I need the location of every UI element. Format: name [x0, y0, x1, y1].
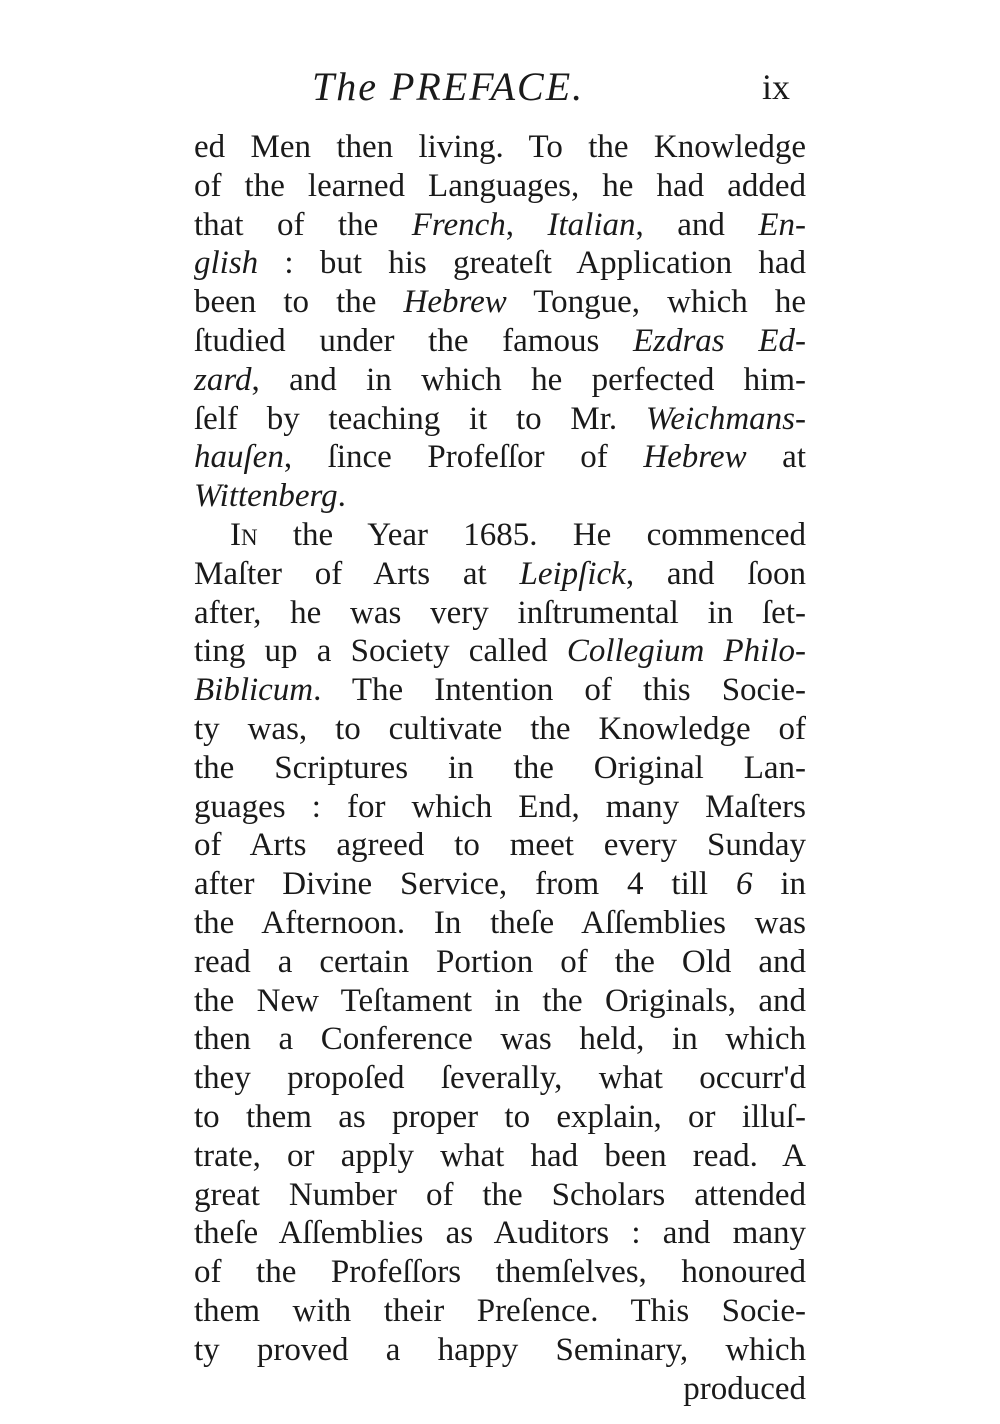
- text-segment: ting up a Society called: [194, 633, 567, 670]
- text-segment: to them as proper to explain, or illuſ-: [194, 1098, 806, 1135]
- text-line: [194, 1292, 806, 1331]
- text-line: [194, 1176, 806, 1215]
- text-line: [194, 1098, 806, 1137]
- text-line: [194, 361, 806, 400]
- text-segment: the Afternoon. In theſe Aſſemblies was: [194, 904, 806, 941]
- italic-text: Wittenberg: [194, 478, 338, 515]
- small-caps-text: In: [230, 516, 258, 553]
- text-segment: : but his greateſt Application had: [258, 245, 806, 282]
- text-line: [194, 594, 806, 633]
- text-line: [194, 516, 806, 555]
- text-line: [194, 1020, 806, 1059]
- italic-text: Weichmans-: [645, 400, 806, 437]
- text-segment: ſtudied under the famous: [194, 322, 633, 359]
- text-segment: Tongue, which he: [506, 284, 806, 321]
- text-line: [194, 206, 806, 245]
- text-segment: been to the: [194, 284, 404, 321]
- text-line: [194, 1137, 806, 1176]
- text-line: [194, 671, 806, 710]
- text-segment: after, he was very inſtrumental in ſet-: [194, 594, 806, 631]
- text-segment: , and ſoon: [625, 555, 806, 592]
- text-segment: , and: [635, 206, 759, 243]
- text-segment: great Number of the Scholars attended: [194, 1176, 806, 1213]
- text-line: [194, 438, 806, 477]
- italic-text: hauſen: [194, 439, 284, 476]
- text-segment: guages : for which End, many Maſters: [194, 788, 806, 825]
- text-line: [194, 865, 806, 904]
- text-segment: then a Conference was held, in which: [194, 1021, 806, 1058]
- text-segment: ,: [505, 206, 548, 243]
- text-segment: the Scriptures in the Original Lan-: [194, 749, 806, 786]
- text-line: [194, 477, 806, 516]
- text-segment: , ſince Profeſſor of: [283, 439, 644, 476]
- text-line: [194, 283, 806, 322]
- italic-text: 6: [735, 866, 753, 903]
- text-segment: after Divine Service, from 4 till: [194, 866, 736, 903]
- text-segment: the Year 1685. He commenced: [257, 516, 806, 553]
- text-segment: Maſter of Arts at: [194, 555, 520, 592]
- text-line: [194, 1370, 806, 1409]
- text-line: [194, 982, 806, 1021]
- text-segment: them with their Preſence. This Socie-: [194, 1292, 806, 1329]
- body-text: [194, 128, 806, 1408]
- italic-text: En-: [758, 206, 806, 243]
- text-segment: of the learned Languages, he had added: [194, 167, 806, 204]
- text-line: [194, 749, 806, 788]
- italic-text: Italian: [547, 206, 636, 243]
- text-segment: they propoſed ſeverally, what occurr'd: [194, 1060, 806, 1097]
- running-head: [0, 62, 1000, 112]
- italic-text: Collegium Philo-: [566, 633, 807, 670]
- text-segment: the New Teſtament in the Originals, and: [194, 982, 806, 1019]
- italic-text: zard: [194, 361, 252, 398]
- text-segment: in: [752, 866, 807, 903]
- text-segment: theſe Aſſemblies as Auditors : and many: [194, 1215, 806, 1252]
- italic-text: French: [411, 206, 506, 243]
- text-line: [194, 322, 806, 361]
- text-segment: .: [337, 478, 346, 515]
- running-title: The PREFACE.: [312, 64, 585, 109]
- text-line: [194, 788, 806, 827]
- italic-text: Biblicum: [194, 672, 314, 709]
- text-segment: ed Men then living. To the Knowledge: [194, 129, 806, 165]
- text-segment: at: [746, 439, 806, 476]
- text-line: [194, 1214, 806, 1253]
- italic-text: glish: [194, 245, 259, 282]
- text-segment: ty was, to cultivate the Knowledge of: [194, 710, 806, 747]
- text-line: [194, 128, 806, 167]
- text-line: [194, 904, 806, 943]
- text-line: [194, 244, 806, 283]
- text-line: [194, 632, 806, 671]
- text-segment: ty proved a happy Seminary, which: [194, 1331, 806, 1368]
- italic-text: Ezdras Ed-: [632, 322, 806, 359]
- text-segment: read a certain Portion of the Old and: [194, 943, 806, 980]
- text-line: [194, 1253, 806, 1292]
- text-segment: that of the: [194, 206, 412, 243]
- text-segment: , and in which he perfected him-: [251, 361, 806, 398]
- text-line: [194, 943, 806, 982]
- text-line: [194, 400, 806, 439]
- text-line: [194, 555, 806, 594]
- page-number: ix: [762, 67, 791, 107]
- text-segment: of the Profeſſors themſelves, honoured: [194, 1254, 806, 1291]
- text-segment: . The Intention of this Socie-: [313, 672, 806, 709]
- text-line: [194, 826, 806, 865]
- text-line: [194, 1331, 806, 1370]
- italic-text: Hebrew: [643, 439, 747, 476]
- text-segment: ſelf by teaching it to Mr.: [194, 400, 646, 437]
- italic-text: Leipſick: [519, 555, 626, 592]
- text-segment: produced: [683, 1370, 806, 1407]
- text-segment: trate, or apply what had been read. A: [194, 1137, 806, 1174]
- text-line: [194, 167, 806, 206]
- text-line: [194, 710, 806, 749]
- text-segment: of Arts agreed to meet every Sunday: [194, 827, 806, 864]
- text-line: [194, 1059, 806, 1098]
- italic-text: Hebrew: [403, 284, 507, 321]
